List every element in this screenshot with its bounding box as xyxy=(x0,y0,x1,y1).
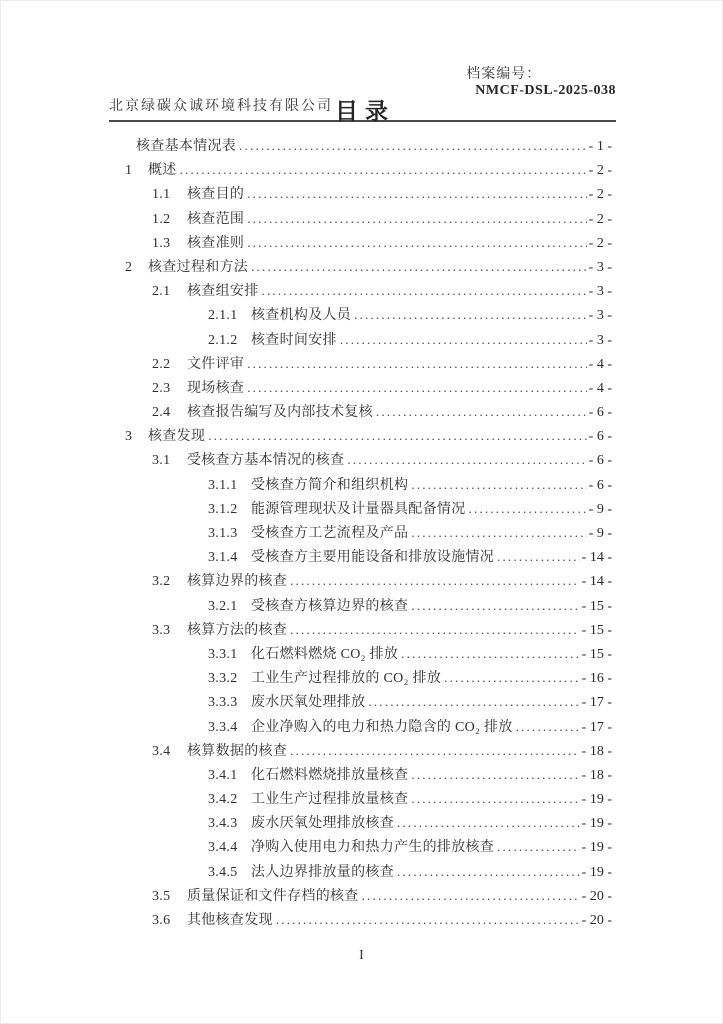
toc-entry-label: 化石燃料燃烧 CO₂ 排放 xyxy=(251,646,399,662)
toc-leader-dots xyxy=(368,694,579,710)
toc-entry xyxy=(208,861,616,885)
toc-page-number: - 6 - xyxy=(588,477,612,493)
toc-entry-number: 2 xyxy=(125,259,133,275)
toc-leader-dots xyxy=(290,573,580,589)
toc-page-number: - 19 - xyxy=(581,840,612,856)
toc-entry xyxy=(152,280,616,304)
toc-page-number: - 17 - xyxy=(581,695,612,711)
toc-entry xyxy=(208,836,616,860)
toc-leader-dots xyxy=(497,839,580,855)
toc-entry xyxy=(152,740,616,764)
toc-entry-label: 核算方法的核查 xyxy=(187,622,288,638)
toc-leader-dots xyxy=(247,235,586,251)
toc-entry xyxy=(208,329,616,353)
toc-page-number: - 18 - xyxy=(581,767,612,783)
toc-entry xyxy=(208,716,616,740)
toc-entry xyxy=(208,474,616,498)
toc-page-number: - 19 - xyxy=(581,816,612,832)
toc-entry xyxy=(152,570,616,594)
toc-entry-label: 核算数据的核查 xyxy=(187,743,288,759)
toc-entry-number: 1 xyxy=(125,163,133,179)
toc-leader-dots xyxy=(251,259,587,275)
toc-page-number: - 6 - xyxy=(588,453,612,469)
toc-entry-label: 核查时间安排 xyxy=(251,332,337,348)
toc-leader-dots xyxy=(362,888,580,904)
toc-page-number: - 14 - xyxy=(581,550,612,566)
toc-leader-dots xyxy=(411,791,579,807)
toc-leader-dots xyxy=(208,428,586,444)
toc-page-number: - 3 - xyxy=(588,259,612,275)
toc-leader-dots xyxy=(247,186,586,202)
toc-page-number: - 15 - xyxy=(581,646,612,662)
toc-entry xyxy=(208,691,616,715)
toc-leader-dots xyxy=(411,525,586,541)
toc-entry xyxy=(152,909,616,933)
toc-leader-dots xyxy=(469,501,587,517)
toc-entry-number: 1.1 xyxy=(152,187,171,203)
toc-leader-dots xyxy=(411,767,579,783)
toc-entry-label: 核查报告编写及内部技术复核 xyxy=(187,405,373,421)
toc-entry-label: 受核查方主要用能设备和排放设施情况 xyxy=(251,550,495,566)
toc-page-number: - 9 - xyxy=(588,501,612,517)
toc-entry-label: 现场核查 xyxy=(187,380,245,396)
toc-entry xyxy=(208,643,616,667)
toc-page-number: - 2 - xyxy=(588,211,612,227)
toc-entry-number: 3.4.4 xyxy=(208,840,238,856)
toc-entry xyxy=(152,183,616,207)
toc-leader-dots xyxy=(397,815,580,831)
toc-leader-dots xyxy=(376,404,587,420)
toc-entry-number: 3.1 xyxy=(152,453,171,469)
toc-page-number: - 4 - xyxy=(588,356,612,372)
toc-entry-number: 2.4 xyxy=(152,405,171,421)
toc-entry-label: 核查准则 xyxy=(187,235,245,251)
toc-entry xyxy=(208,498,616,522)
toc-entry-label: 废水厌氧处理排放 xyxy=(251,695,366,711)
toc-entry-label: 工业生产过程排放的 CO₂ 排放 xyxy=(251,671,442,687)
toc-page-number: - 3 - xyxy=(588,332,612,348)
toc-leader-dots xyxy=(411,477,586,493)
toc-leader-dots xyxy=(497,549,580,565)
archive-number-value: NMCF-DSL-2025-038 xyxy=(475,83,616,98)
toc-page-number: - 16 - xyxy=(581,671,612,687)
toc-entry xyxy=(208,812,616,836)
toc-leader-dots xyxy=(247,211,586,227)
toc-entry xyxy=(152,619,616,643)
toc-page-number: - 3 - xyxy=(588,308,612,324)
toc-entry-label: 能源管理现状及计量器具配备情况 xyxy=(251,501,466,517)
toc-page-number: - 19 - xyxy=(581,792,612,808)
toc-entry-label: 核查基本情况表 xyxy=(136,139,237,154)
toc-entry-label: 废水厌氧处理排放核查 xyxy=(251,816,394,832)
toc-page-number: - 9 - xyxy=(588,526,612,541)
toc-entry-number: 3.3.2 xyxy=(208,671,238,687)
toc-entry xyxy=(152,232,616,256)
toc-page-number: - 2 - xyxy=(588,163,612,179)
toc-entry xyxy=(208,595,616,619)
toc-entry-number: 3.4.2 xyxy=(208,792,238,808)
toc-entry xyxy=(152,377,616,401)
toc-leader-dots xyxy=(444,670,580,686)
toc-leader-dots xyxy=(290,743,580,759)
toc-leader-dots xyxy=(340,332,587,348)
toc-entry-number: 3.4.3 xyxy=(208,816,238,832)
toc-entry-number: 2.1 xyxy=(152,284,171,300)
toc-leader-dots xyxy=(262,283,587,299)
toc-entry-number: 3.6 xyxy=(152,913,171,928)
toc-leader-dots xyxy=(290,622,580,638)
toc-entry-number: 3.2 xyxy=(152,574,171,590)
toc-entry-label: 工业生产过程排放量核查 xyxy=(251,792,409,808)
toc-entry xyxy=(125,425,616,449)
toc-entry-number: 3.3.1 xyxy=(208,646,238,662)
toc-entry xyxy=(136,135,616,159)
toc-page-number: - 18 - xyxy=(581,743,612,759)
toc-page-number: - 20 - xyxy=(581,888,612,904)
toc-entry-label: 核查范围 xyxy=(187,211,245,227)
toc-entry-number: 3.1.1 xyxy=(208,477,238,493)
toc-entry xyxy=(152,208,616,232)
toc-entry-number: 3.4.1 xyxy=(208,767,238,783)
toc-entry-number: 3.4 xyxy=(152,743,171,759)
toc-leader-dots xyxy=(247,356,586,372)
toc-entry xyxy=(125,159,616,183)
toc-entry-label: 受核查方简介和组织机构 xyxy=(251,477,409,493)
toc-page-number: - 20 - xyxy=(581,913,612,928)
toc-entry-number: 3 xyxy=(125,429,133,445)
toc-entry-number: 2.1.1 xyxy=(208,308,238,324)
company-name: 北京绿碳众诚环境科技有限公司 xyxy=(109,99,333,114)
toc-entry-number: 3.3.4 xyxy=(208,719,238,735)
toc-entry-label: 净购入使用电力和热力产生的排放核查 xyxy=(251,840,495,856)
toc-list xyxy=(109,135,616,933)
toc-entry-label: 文件评审 xyxy=(187,356,245,372)
toc-page-number: - 6 - xyxy=(588,429,612,445)
toc-entry xyxy=(152,353,616,377)
toc-page-number: - 15 - xyxy=(581,598,612,614)
toc-entry xyxy=(208,788,616,812)
toc-page-number: - 3 - xyxy=(588,284,612,300)
toc-entry xyxy=(208,546,616,570)
toc-entry xyxy=(152,401,616,425)
toc-entry-label: 核查机构及人员 xyxy=(251,308,352,324)
toc-entry xyxy=(208,764,616,788)
toc-leader-dots xyxy=(354,307,587,323)
toc-entry xyxy=(208,304,616,328)
toc-entry-label: 核查发现 xyxy=(148,429,206,445)
toc-entry-number: 3.1.4 xyxy=(208,550,238,566)
toc-page-number: - 1 - xyxy=(588,139,612,154)
toc-page-number: - 2 - xyxy=(588,235,612,251)
toc-entry-number: 1.2 xyxy=(152,211,171,227)
toc-entry-label: 受核查方核算边界的核查 xyxy=(251,598,409,614)
toc-leader-dots xyxy=(397,864,580,880)
toc-leader-dots xyxy=(180,162,587,178)
toc-page-number: - 14 - xyxy=(581,574,612,590)
toc-entry-label: 核查过程和方法 xyxy=(148,259,249,275)
toc-entry-number: 3.1.2 xyxy=(208,501,238,517)
toc-page-number: - 15 - xyxy=(581,622,612,638)
toc-leader-dots xyxy=(411,598,579,614)
toc-entry-label: 受核查方基本情况的核查 xyxy=(187,453,345,469)
toc-page-number: - 6 - xyxy=(588,405,612,421)
toc-leader-dots xyxy=(247,380,586,396)
toc-entry-number: 3.1.3 xyxy=(208,526,238,541)
page-title: 目录 xyxy=(335,99,395,124)
toc-entry-number: 2.2 xyxy=(152,356,171,372)
toc-entry-label: 核查目的 xyxy=(187,187,245,203)
toc-entry-number: 2.1.2 xyxy=(208,332,238,348)
archive-number-label: 档案编号： xyxy=(466,67,542,82)
toc-entry xyxy=(152,449,616,473)
toc-leader-dots xyxy=(239,138,587,154)
toc-leader-dots xyxy=(401,646,579,662)
toc-entry-label: 化石燃料燃烧排放量核查 xyxy=(251,767,409,783)
toc-entry-number: 1.3 xyxy=(152,235,171,251)
toc-page-number: - 4 - xyxy=(588,380,612,396)
toc-entry-number: 3.2.1 xyxy=(208,598,238,614)
toc-entry-number: 3.4.5 xyxy=(208,864,238,880)
toc-page-number: - 17 - xyxy=(581,719,612,735)
toc-entry-number: 3.3 xyxy=(152,622,171,638)
toc-entry-number: 3.3.3 xyxy=(208,695,238,711)
toc-leader-dots xyxy=(516,719,580,735)
toc-page-number: - 2 - xyxy=(588,187,612,203)
toc-entry-label: 受核查方工艺流程及产品 xyxy=(251,526,409,541)
toc-leader-dots xyxy=(276,912,580,928)
toc-entry-label: 质量保证和文件存档的核查 xyxy=(187,888,359,904)
toc-entry xyxy=(208,522,616,546)
toc-leader-dots xyxy=(347,452,586,468)
toc-entry-number: 3.5 xyxy=(152,888,171,904)
toc-page-number: - 19 - xyxy=(581,864,612,880)
toc-entry-label: 概述 xyxy=(148,163,177,179)
toc-entry-label: 核算边界的核查 xyxy=(187,574,288,590)
toc-entry-label: 企业净购入的电力和热力隐含的 CO₂ 排放 xyxy=(251,719,513,735)
toc-entry-number: 2.3 xyxy=(152,380,171,396)
toc-entry-label: 法人边界排放量的核查 xyxy=(251,864,394,880)
toc-entry-label: 核查组安排 xyxy=(187,284,259,300)
toc-entry xyxy=(208,667,616,691)
toc-entry xyxy=(152,885,616,909)
toc-entry xyxy=(125,256,616,280)
toc-entry-label: 其他核查发现 xyxy=(187,913,273,928)
footer-page-number: I xyxy=(359,948,364,963)
